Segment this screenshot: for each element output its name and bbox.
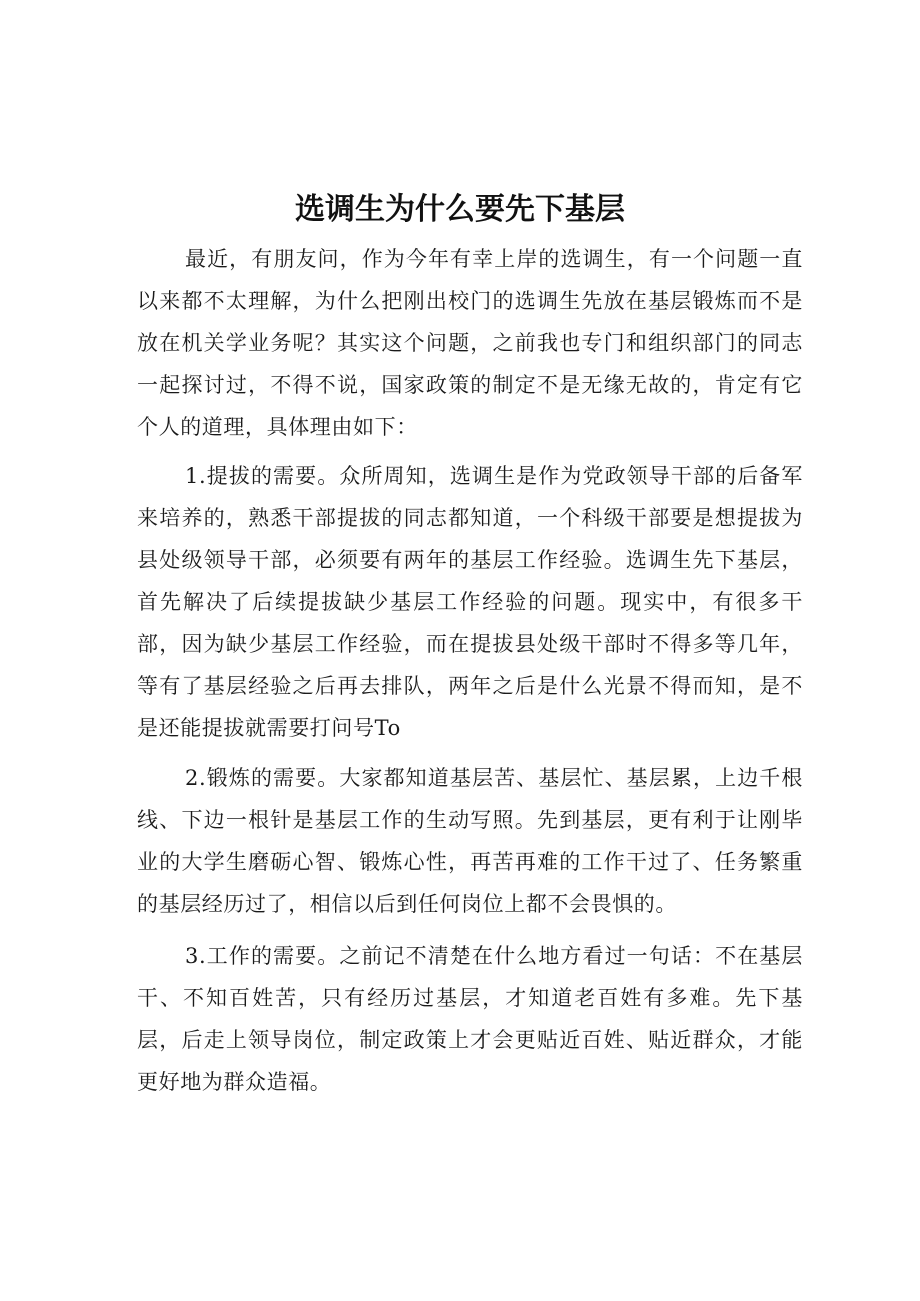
paragraph-point-3: 3.工作的需要。之前记不清楚在什么地方看过一句话：不在基层干、不知百姓苦，只有经历过基层，才知道老百姓有多难。先下基层，后走上领导岗位，制定政策上才会更贴近百姓、贴近群众，才能更好地为群众造福。 xyxy=(137,944,803,1094)
paragraph-intro: 最近，有朋友问，作为今年有幸上岸的选调生，有一个问题一直以来都不太理解，为什么把刚出校门的选调生先放在基层锻炼而不是放在机关学业务呢？其实这个问题，之前我也专门和组织部门的同志一起探讨过，不得不说，国家政策的制定不是无缘无故的，肯定有它个人的道理，具体理由如下： xyxy=(137,247,803,439)
document-title: 选调生为什么要先下基层 xyxy=(295,192,625,227)
paragraph-point-1: 1.提拔的需要。众所周知，选调生是作为党政领导干部的后备军来培养的，熟悉干部提拔的同志都知道，一个科级干部要是想提拔为县处级领导干部，必须要有两年的基层工作经验。选调生先下基层，首先解决了后续提拔缺少基层工作经验的问题。现实中，有很多干部，因为缺少基层工作经验，而在提拔县处级干部时不得多等几年，等有了基层经验之后再去排队，两年之后是什么光景不得而知，是不是还能提拔就需要打问号To xyxy=(137,464,803,740)
paragraph-point-2: 2.锻炼的需要。大家都知道基层苦、基层忙、基层累，上边千根线、下边一根针是基层工作的生动写照。先到基层，更有利于让刚毕业的大学生磨砺心智、锻炼心性，再苦再难的工作干过了、任务繁重的基层经历过了，相信以后到任何岗位上都不会畏惧的。 xyxy=(137,766,803,916)
